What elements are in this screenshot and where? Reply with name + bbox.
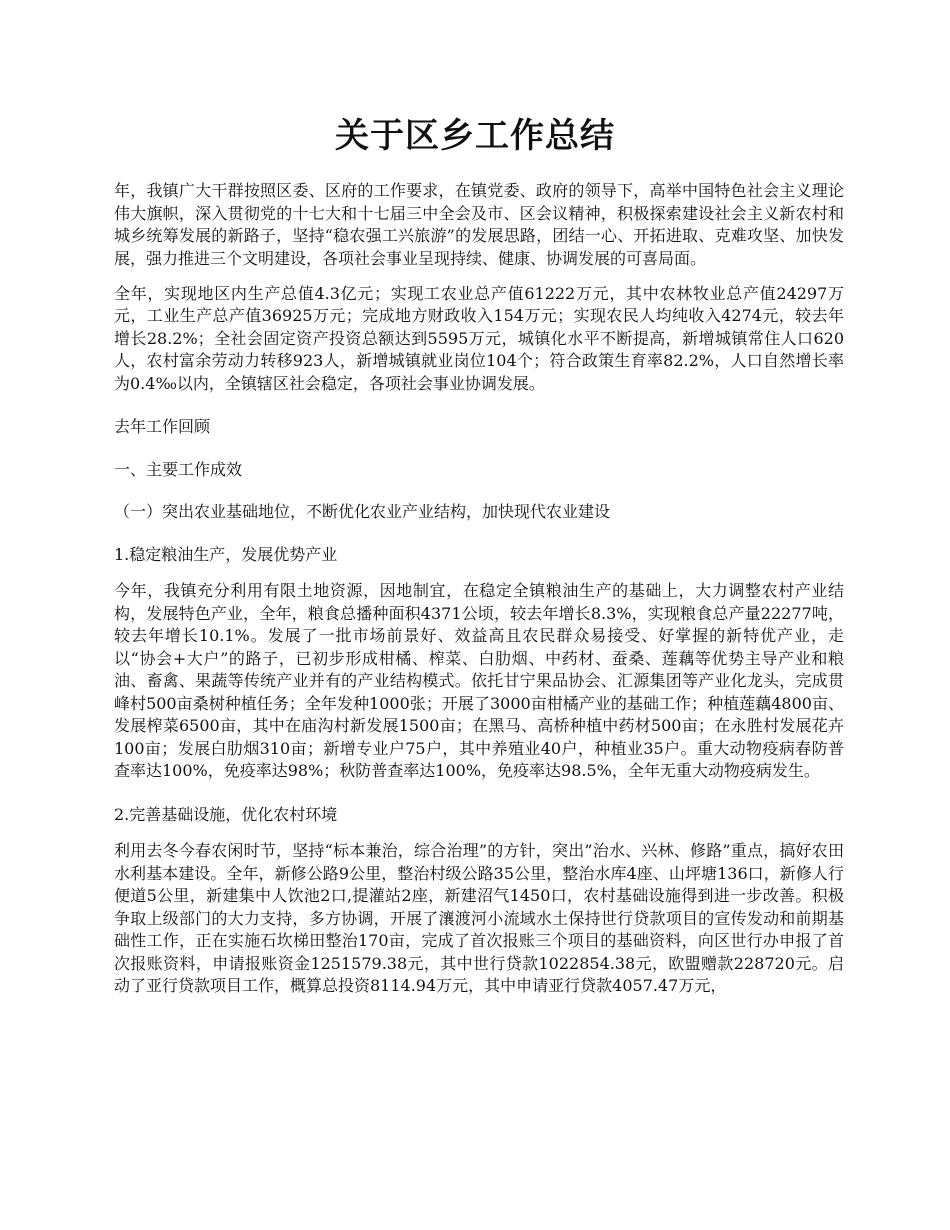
section-heading-review: 去年工作回顾: [114, 417, 211, 436]
subsection-heading-agriculture: （一）突出农业基础地位，不断优化农业产业结构，加快现代农业建设: [114, 502, 611, 521]
intro-paragraph: 年，我镇广大干群按照区委、区府的工作要求，在镇党委、政府的领导下，高举中国特色社会主义理论伟大旗帜，深入贯彻党的十七大和十七届三中全会及市、区会议精神，积极探索建设社会主义新农村和城乡统筹发展的新路子，坚持“稳农强工兴旅游”的发展思路，团结一心、开拓进取、克难攻坚、加快发展，强力推进三个文明建设，各项社会事业呈现持续、健康、协调发展的可喜局面。: [114, 181, 844, 268]
document-title: 关于区乡工作总结: [335, 116, 615, 156]
section-heading-achievements: 一、主要工作成效: [114, 459, 243, 479]
grain-oil-paragraph: 今年，我镇充分利用有限土地资源，因地制宜，在稳定全镇粮油生产的基础上，大力调整农村产业结构，发展特色产业，全年，粮食总播种面积4371公顷，较去年增长8.3%，实现粮食总产量22277吨，较去年增长10.1%。发展了一批市场前景好、效益高且农民群众易接受、好掌握的新特优产业，走以“协会+大户”的路子，已初步形成柑橘、榨菜、白肋烟、中药材、蚕桑、莲藕等优势主导产业和粮油、畜禽、果蔬等传统产业并有的产业结构模式。依托甘宁果品协会、汇源集团等产业化龙头，完成贯峰村500亩桑树种植任务；全年发种1000张；开展了3000亩柑橘产业的基础工作；种植莲藕4800亩、发展榨菜6500亩，其中在庙沟村新发展1500亩；在黑马、高桥种植中药材500亩；在永胜村发展花卉100亩；发展白肋烟310亩；新增专业户75户，其中养殖业40户，种植业35户。重大动物疫病春防普查率达100%，免疫率达98%；秋防普查率达100%，免疫率达98.5%，全年无重大动物疫病发生。: [114, 581, 844, 780]
infrastructure-paragraph: 利用去冬今春农闲时节，坚持“标本兼治，综合治理”的方针，突出”治水、兴林、修路”重点，搞好农田水利基本建设。全年，新修公路9公里，整治村级公路35公里，整治水库4座、山坪塘136口，新修人行便道5公里，新建集中人饮池2口,提灌站2座，新建沼气1450口，农村基础设施得到进一步改善。积极争取上级部门的大力支持，多方协调，开展了瀼渡河小流域水土保持世行贷款项目的宣传发动和前期基础性工作，正在实施石坎梯田整治170亩，完成了首次报账三个项目的基础资料，向区世行办申报了首次报账资料，申请报账资金1251579.38元，其中世行贷款1022854.38元，欧盟赠款228720元。启动了亚行贷款项目工作，概算总投资8114.94万元，其中申请亚行贷款4057.47万元，: [114, 841, 844, 995]
document-body: [114, 180, 844, 1010]
item-heading-grain-oil: 1.稳定粮油生产，发展优势产业: [114, 544, 338, 564]
item-heading-infrastructure: 2.完善基础设施，优化农村环境: [114, 804, 338, 824]
statistics-paragraph: 全年，实现地区内生产总值4.3亿元；实现工农业总产值61222万元，其中农林牧业总产值24297万元，工业生产总产值36925万元；完成地方财政收入154万元；实现农民人均纯收入4274元，较去年增长28.2%；全社会固定资产投资总额达到5595万元，城镇化水平不断提高，新增城镇常住人口620人，农村富余劳动力转移923人，新增城镇就业岗位104个；符合政策生育率82.2%，人口自然增长率为0.4‰以内，全镇辖区社会稳定，各项社会事业协调发展。: [114, 283, 844, 393]
